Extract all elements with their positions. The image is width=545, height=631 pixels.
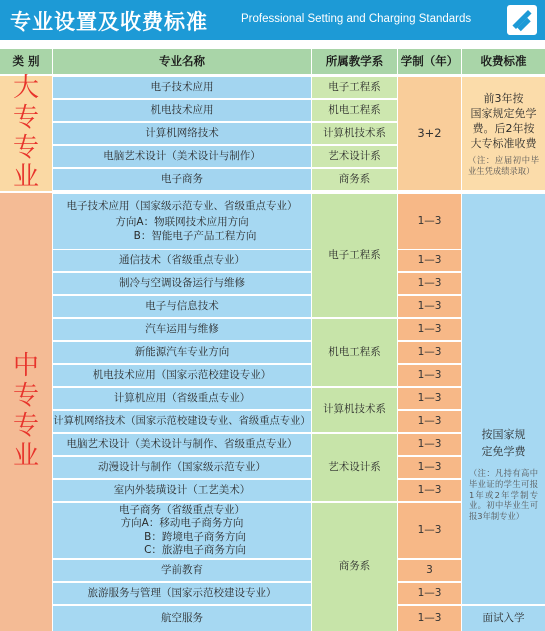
table-row-major: 电子商务 [53,169,311,190]
page-subtitle: Professional Setting and Charging Standards [241,13,472,25]
col-header-fee: 收费标准 [462,49,545,74]
department-cell: 机电工程系 [312,100,397,121]
fee-cell-interview: 面试入学 [462,606,545,631]
fee-cell-dazhuan [462,77,545,190]
duration-cell: 1—3 [398,503,461,558]
major-direction: 方向A：移动电子商务方向 [120,517,244,530]
department-cell: 计算机技术系 [312,123,397,144]
department-cell: 电子工程系 [312,77,397,98]
school-logo-icon [507,5,537,35]
duration-cell: 1—3 [398,434,461,455]
major-direction: B：智能电子产品工程方向 [133,229,257,242]
department-cell: 商务系 [312,169,397,190]
category-char: 业 [12,162,39,193]
department-cell: 艺术设计系 [312,434,397,501]
table-row-major [53,194,311,249]
duration-cell: 3+2 [398,77,461,190]
table-row-major: 学前教育 [53,560,311,581]
table-row-major: 制冷与空调设备运行与维修 [53,273,311,294]
table-row-major: 计算机应用（省级重点专业） [53,388,311,409]
category-char: 专 [12,381,39,412]
fee-text: 国家规定免学 [470,107,537,121]
fee-text: 定免学费 [481,445,526,459]
table-row-major: 新能源汽车专业方向 [53,342,311,363]
fee-note: （注：应届初中毕业生凭成绩录取） [468,155,539,177]
category-char: 业 [12,440,39,471]
major-direction: B：跨境电子商务方向 [144,530,246,543]
department-cell: 商务系 [312,503,397,631]
category-dazhuan [0,72,52,193]
duration-cell: 1—3 [398,250,461,271]
duration-cell: 1—3 [398,319,461,340]
page-title: 专业设置及收费标准 [10,10,208,34]
table-row-major: 室内外装璜设计（工艺美术） [53,480,311,501]
table-row-major: 机电技术应用（国家示范校建设专业） [53,365,311,386]
major-direction: 方向A：物联网技术应用方向 [115,216,249,229]
duration-cell: 1—3 [398,194,461,249]
duration-cell: 1—3 [398,480,461,501]
duration-cell: 1—3 [398,457,461,478]
table-row-major: 计算机网络技术（国家示范校建设专业、省级重点专业） [53,411,311,432]
department-cell: 机电工程系 [312,319,397,386]
duration-cell: 1—3 [398,388,461,409]
table-row-major: 航空服务 [53,606,311,631]
category-char: 专 [12,411,39,441]
duration-cell: 1—3 [398,606,461,631]
duration-cell: 1—3 [398,583,461,604]
department-cell: 计算机技术系 [312,388,397,432]
table-row-major: 旅游服务与管理（国家示范校建设专业） [53,583,311,604]
duration-cell: 1—3 [398,273,461,294]
category-char: 中 [12,351,39,382]
table-row-major: 电脑艺术设计（美术设计与制作、省级重点专业） [53,434,311,455]
header-banner [0,0,545,40]
category-char: 专 [12,132,39,163]
table-row-major: 通信技术（省级重点专业） [53,250,311,271]
category-char: 大 [12,72,39,103]
table-row-major [53,503,311,558]
table-row-major: 电脑艺术设计（美术设计与制作） [53,146,311,167]
duration-cell: 3 [398,560,461,581]
department-cell: 电子工程系 [312,194,397,317]
col-header-department: 所属教学系 [312,49,397,74]
table-row-major: 电子与信息技术 [53,296,311,317]
fee-text: 按国家规 [481,428,526,441]
department-cell: 艺术设计系 [312,146,397,167]
fee-text: 费。后2年按 [472,122,535,136]
major-title: 电子技术应用（国家级示范专业、省级重点专业） [66,199,298,212]
category-zhongzhuan [0,193,52,631]
col-header-category: 类 别 [0,49,52,74]
duration-cell: 1—3 [398,296,461,317]
col-header-major: 专业名称 [53,49,311,74]
major-direction: C：旅游电子商务方向 [144,543,246,556]
table-row-major: 汽车运用与维修 [53,319,311,340]
duration-cell: 1—3 [398,365,461,386]
table-row-major: 动漫设计与制作（国家级示范专业） [53,457,311,478]
col-header-duration: 学制（年） [398,49,461,74]
duration-cell: 1—3 [398,411,461,432]
major-title: 电子商务（省级重点专业） [119,503,245,516]
table-row-major: 机电技术应用 [53,100,311,121]
duration-cell: 1—3 [398,342,461,363]
fee-text: 前3年按 [483,92,524,106]
fee-note: （注：凡持有高中毕业证的学生可报1年或2年学制专业。初中毕业生可报3年制专业） [469,468,538,522]
table-row-major: 计算机网络技术 [53,123,311,144]
table-row-major: 电子技术应用 [53,77,311,98]
fee-text: 大专标准收费 [470,137,537,151]
fee-cell-zhongzhuan [462,194,545,604]
category-char: 专 [12,102,39,133]
